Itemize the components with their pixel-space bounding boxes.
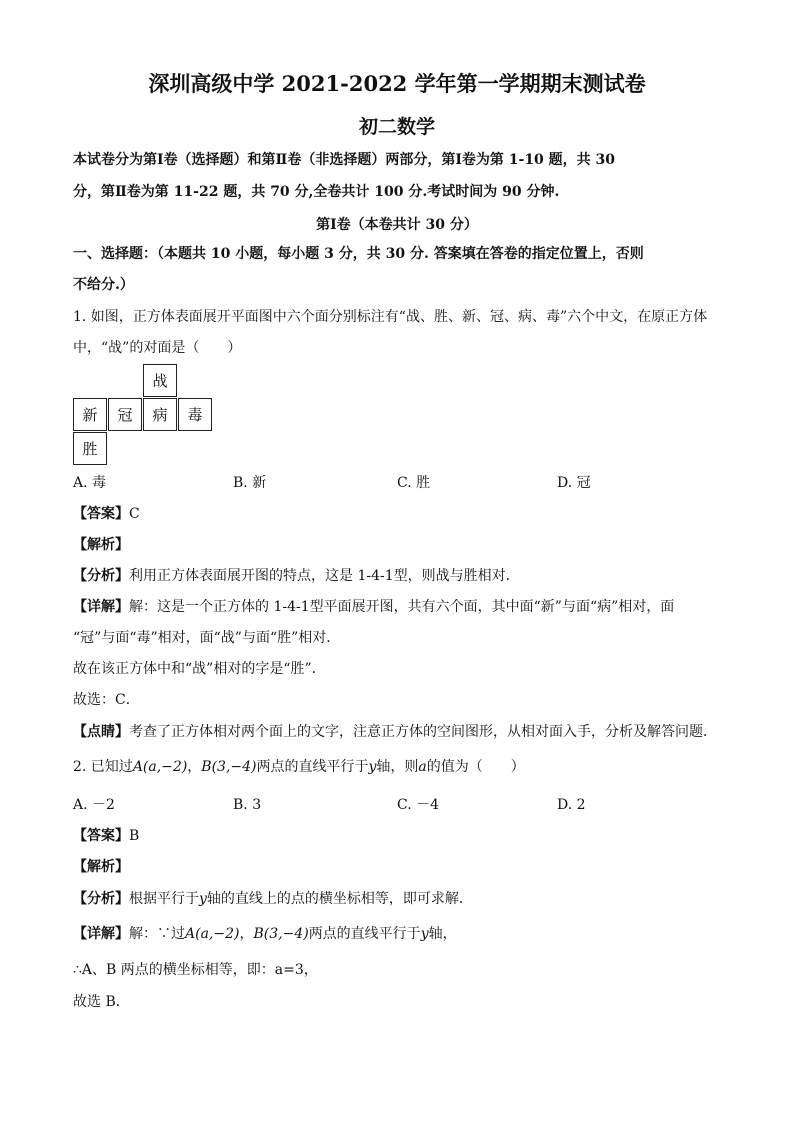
q2-analysis-heading	[73, 857, 129, 877]
y-var: y	[199, 891, 207, 907]
fenxi-tag: 【分析】	[73, 568, 129, 584]
point-a: A(a,−2)	[132, 759, 188, 775]
answer-value: B	[129, 828, 140, 844]
detail-text-c: 轴，	[428, 926, 457, 942]
point-b: B(3,−4)	[201, 759, 257, 775]
q2-option-b: B. 3	[233, 797, 262, 813]
q1-analysis-heading	[73, 535, 129, 555]
q1-detail-line-3: 故在该正方体中和“战”相对的字是“胜”．	[73, 661, 326, 677]
q1-fenxi	[73, 566, 520, 586]
q2-option-c: C. －4	[397, 797, 440, 813]
q2-stem-mid2: 轴，则	[376, 759, 419, 775]
q2-stem	[73, 757, 525, 777]
q1-answer	[73, 504, 140, 524]
q1-stem-line-1: 1. 如图，正方体表面展开平面图中六个面分别标注有“战、胜、新、冠、病、毒”六个中文，在原正方体	[73, 309, 708, 325]
q2-detail	[73, 924, 457, 944]
cube-net-figure	[73, 364, 213, 466]
q1-detail-line-1	[73, 597, 674, 617]
point-a: A(a,−2)	[185, 926, 240, 942]
q2-conclusion: ∴A、B 两点的横坐标相等，即：a=3，	[73, 962, 318, 978]
analysis-tag: 【解析】	[73, 537, 129, 553]
q2-stem-end: 的值为（ ）	[426, 759, 525, 775]
section-line-1: 一、选择题：（本题共 10 小题，每小题 3 分，共 30 分. 答案填在答卷的指定位置上，否则	[73, 246, 644, 262]
q2-choose: 故选 B．	[73, 994, 130, 1010]
q1-comment	[73, 722, 717, 742]
comment-text: 考查了正方体相对两个面上的文字，注意正方体的空间图形，从相对面入手，分析及解答问题．	[129, 724, 717, 740]
answer-value: C	[129, 506, 140, 522]
point-b: B(3,−4)	[253, 926, 309, 942]
detail-tag: 【详解】	[73, 599, 129, 615]
fenxi-text: 利用正方体表面展开图的特点，这是 1-4-1型，则战与胜相对．	[129, 568, 520, 584]
q2-fenxi	[73, 889, 473, 909]
fenxi-tag: 【分析】	[73, 891, 129, 907]
q1-detail-line-4: 故选：C．	[73, 692, 140, 708]
y-var: y	[420, 926, 429, 942]
q1-stem-line-2: 中，“战”的对面是（ ）	[73, 340, 242, 356]
q1-detail-line-2: “冠”与面“毒”相对，面“战”与面“胜”相对．	[73, 630, 341, 646]
q2-sep: ，	[187, 759, 202, 775]
q2-option-d: D. 2	[557, 797, 586, 813]
detail-tag: 【详解】	[73, 926, 129, 942]
answer-tag: 【答案】	[73, 828, 129, 844]
detail-text-a: 解：∵过	[129, 926, 185, 942]
analysis-tag: 【解析】	[73, 859, 129, 875]
q1-option-b: B. 新	[233, 475, 267, 491]
comment-tag: 【点睛】	[73, 724, 129, 740]
y-var: y	[368, 759, 377, 775]
q1-option-a: A. 毒	[73, 475, 107, 491]
exam-subtitle: 初二数学	[358, 116, 435, 138]
a-var: a	[418, 759, 427, 775]
part-title: 第Ⅰ卷（本卷共计 30 分）	[316, 217, 478, 233]
q2-stem-prefix: 2. 已知过	[73, 759, 133, 775]
detail-text: 解：这是一个正方体的 1-4-1型平面展开图，共有六个面，其中面“新”与面“病”相对，面	[129, 599, 675, 615]
net-cell-row-3: 病	[143, 398, 177, 431]
q2-stem-mid: 两点的直线平行于	[256, 759, 369, 775]
net-cell-row-2: 冠	[108, 398, 142, 431]
fenxi-text-b: 轴的直线上的点的横坐标相等，即可求解．	[206, 891, 473, 907]
fenxi-text-a: 根据平行于	[129, 891, 199, 907]
net-cell-row-4: 毒	[178, 398, 212, 431]
intro-line-2: 分，第Ⅱ卷为第 11-22 题，共 70 分,全卷共计 100 分.考试时间为 90 分钟.	[73, 184, 560, 200]
intro-line-1: 本试卷分为第Ⅰ卷（选择题）和第Ⅱ卷（非选择题）两部分，第Ⅰ卷为第 1-10 题，共 30	[73, 152, 616, 168]
detail-text-b: 两点的直线平行于	[308, 926, 421, 942]
net-cell-bottom: 胜	[73, 432, 107, 465]
exam-title: 深圳高级中学 2021-2022 学年第一学期期末测试卷	[148, 71, 646, 96]
net-cell-top: 战	[143, 364, 177, 397]
answer-tag: 【答案】	[73, 506, 129, 522]
net-cell-row-1: 新	[73, 398, 107, 431]
q1-option-d: D. 冠	[557, 475, 591, 491]
q2-answer	[73, 826, 139, 846]
q2-option-a: A. －2	[73, 797, 115, 813]
detail-sep: ，	[239, 926, 254, 942]
section-line-2: 不给分.）	[73, 277, 134, 293]
q1-option-c: C. 胜	[397, 475, 431, 491]
